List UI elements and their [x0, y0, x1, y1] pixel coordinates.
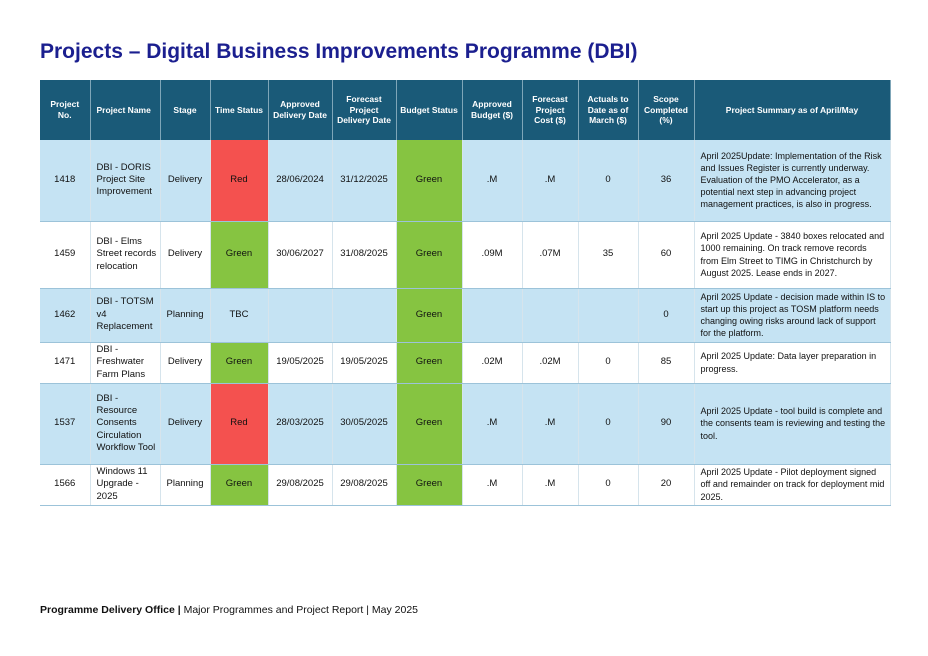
cell-stage: Planning	[160, 464, 210, 505]
cell-forecast-date: 31/08/2025	[332, 221, 396, 288]
cell-approved-date: 29/08/2025	[268, 464, 332, 505]
cell-project-name: Windows 11 Upgrade - 2025	[90, 464, 160, 505]
cell-time-status: TBC	[210, 288, 268, 342]
page-title: Projects – Digital Business Improvements Programme (DBI)	[40, 40, 638, 63]
cell-forecast-cost: .02M	[522, 342, 578, 383]
cell-approved-budget: .02M	[462, 342, 522, 383]
cell-approved-budget: .09M	[462, 221, 522, 288]
cell-approved-date: 28/06/2024	[268, 140, 332, 221]
header-scope-completed: Scope Completed (%)	[638, 80, 694, 140]
cell-budget-status: Green	[396, 342, 462, 383]
cell-budget-status: Green	[396, 140, 462, 221]
cell-project-no: 1537	[40, 383, 90, 464]
cell-forecast-cost: .M	[522, 464, 578, 505]
header-approved-budget: Approved Budget ($)	[462, 80, 522, 140]
cell-forecast-cost: .M	[522, 140, 578, 221]
cell-stage: Delivery	[160, 342, 210, 383]
projects-table	[40, 80, 891, 506]
table-header-row	[40, 80, 890, 140]
cell-project-no: 1459	[40, 221, 90, 288]
cell-project-no: 1462	[40, 288, 90, 342]
cell-approved-date: 19/05/2025	[268, 342, 332, 383]
cell-forecast-date: 30/05/2025	[332, 383, 396, 464]
cell-scope: 85	[638, 342, 694, 383]
header-actuals: Actuals to Date as of March ($)	[578, 80, 638, 140]
cell-actuals: 0	[578, 383, 638, 464]
cell-forecast-cost: .M	[522, 383, 578, 464]
header-stage: Stage	[160, 80, 210, 140]
cell-summary: April 2025 Update - 3840 boxes relocated and 1000 remaining. On track remove records from Elm Street to TIMG in Christchurch by August 2025. Lease ends in 2027.	[694, 221, 890, 288]
cell-approved-budget	[462, 288, 522, 342]
cell-budget-status: Green	[396, 464, 462, 505]
table-row	[40, 383, 890, 464]
header-forecast-cost: Forecast Project Cost ($)	[522, 80, 578, 140]
cell-approved-budget: .M	[462, 140, 522, 221]
cell-project-name: DBI - Freshwater Farm Plans	[90, 342, 160, 383]
cell-summary: April 2025 Update: Data layer preparation in progress.	[694, 342, 890, 383]
header-budget-status: Budget Status	[396, 80, 462, 140]
cell-budget-status: Green	[396, 288, 462, 342]
header-approved-delivery-date: Approved Delivery Date	[268, 80, 332, 140]
cell-forecast-date: 19/05/2025	[332, 342, 396, 383]
cell-stage: Delivery	[160, 221, 210, 288]
footer-office-label: Programme Delivery Office |	[40, 604, 181, 616]
cell-actuals: 0	[578, 342, 638, 383]
cell-time-status: Red	[210, 383, 268, 464]
cell-stage: Delivery	[160, 383, 210, 464]
header-project-name: Project Name	[90, 80, 160, 140]
cell-project-no: 1418	[40, 140, 90, 221]
cell-approved-date: 30/06/2027	[268, 221, 332, 288]
cell-summary: April 2025 Update - tool build is complete and the consents team is reviewing and testing the tool.	[694, 383, 890, 464]
cell-stage: Planning	[160, 288, 210, 342]
table-row	[40, 221, 890, 288]
cell-actuals: 0	[578, 140, 638, 221]
cell-project-name: DBI - DORIS Project Site Improvement	[90, 140, 160, 221]
cell-forecast-date	[332, 288, 396, 342]
cell-time-status: Green	[210, 464, 268, 505]
cell-forecast-cost: .07M	[522, 221, 578, 288]
cell-forecast-date: 29/08/2025	[332, 464, 396, 505]
cell-time-status: Green	[210, 342, 268, 383]
table-row	[40, 288, 890, 342]
header-forecast-delivery-date: Forecast Project Delivery Date	[332, 80, 396, 140]
header-project-summary: Project Summary as of April/May	[694, 80, 890, 140]
cell-project-name: DBI - Resource Consents Circulation Workflow Tool	[90, 383, 160, 464]
cell-time-status: Green	[210, 221, 268, 288]
cell-summary: April 2025 Update - Pilot deployment signed off and remainder on track for deployment mid 2025.	[694, 464, 890, 505]
table-row	[40, 140, 890, 221]
cell-actuals	[578, 288, 638, 342]
cell-approved-budget: .M	[462, 383, 522, 464]
cell-scope: 90	[638, 383, 694, 464]
cell-scope: 60	[638, 221, 694, 288]
cell-budget-status: Green	[396, 383, 462, 464]
cell-forecast-cost	[522, 288, 578, 342]
page-footer	[40, 604, 418, 616]
table-row	[40, 464, 890, 505]
cell-actuals: 0	[578, 464, 638, 505]
cell-time-status: Red	[210, 140, 268, 221]
cell-scope: 20	[638, 464, 694, 505]
cell-forecast-date: 31/12/2025	[332, 140, 396, 221]
footer-report-label: Major Programmes and Project Report | May 2025	[183, 604, 419, 616]
cell-approved-date	[268, 288, 332, 342]
header-project-no: Project No.	[40, 80, 90, 140]
cell-summary: April 2025Update: Implementation of the Risk and Issues Register is currently underway. Evaluation of the PMO Accelerator, as a potential next step in advancing project management practices, is also in progress.	[694, 140, 890, 221]
cell-stage: Delivery	[160, 140, 210, 221]
cell-scope: 36	[638, 140, 694, 221]
header-time-status: Time Status	[210, 80, 268, 140]
cell-budget-status: Green	[396, 221, 462, 288]
cell-project-no: 1566	[40, 464, 90, 505]
cell-approved-budget: .M	[462, 464, 522, 505]
table-row	[40, 342, 890, 383]
cell-approved-date: 28/03/2025	[268, 383, 332, 464]
cell-project-name: DBI - Elms Street records relocation	[90, 221, 160, 288]
cell-actuals: 35	[578, 221, 638, 288]
cell-scope: 0	[638, 288, 694, 342]
cell-project-no: 1471	[40, 342, 90, 383]
cell-summary: April 2025 Update - decision made within IS to start up this project as TOSM platform needs changing owing risks around lack of support for the platform.	[694, 288, 890, 342]
cell-project-name: DBI - TOTSM v4 Replacement	[90, 288, 160, 342]
